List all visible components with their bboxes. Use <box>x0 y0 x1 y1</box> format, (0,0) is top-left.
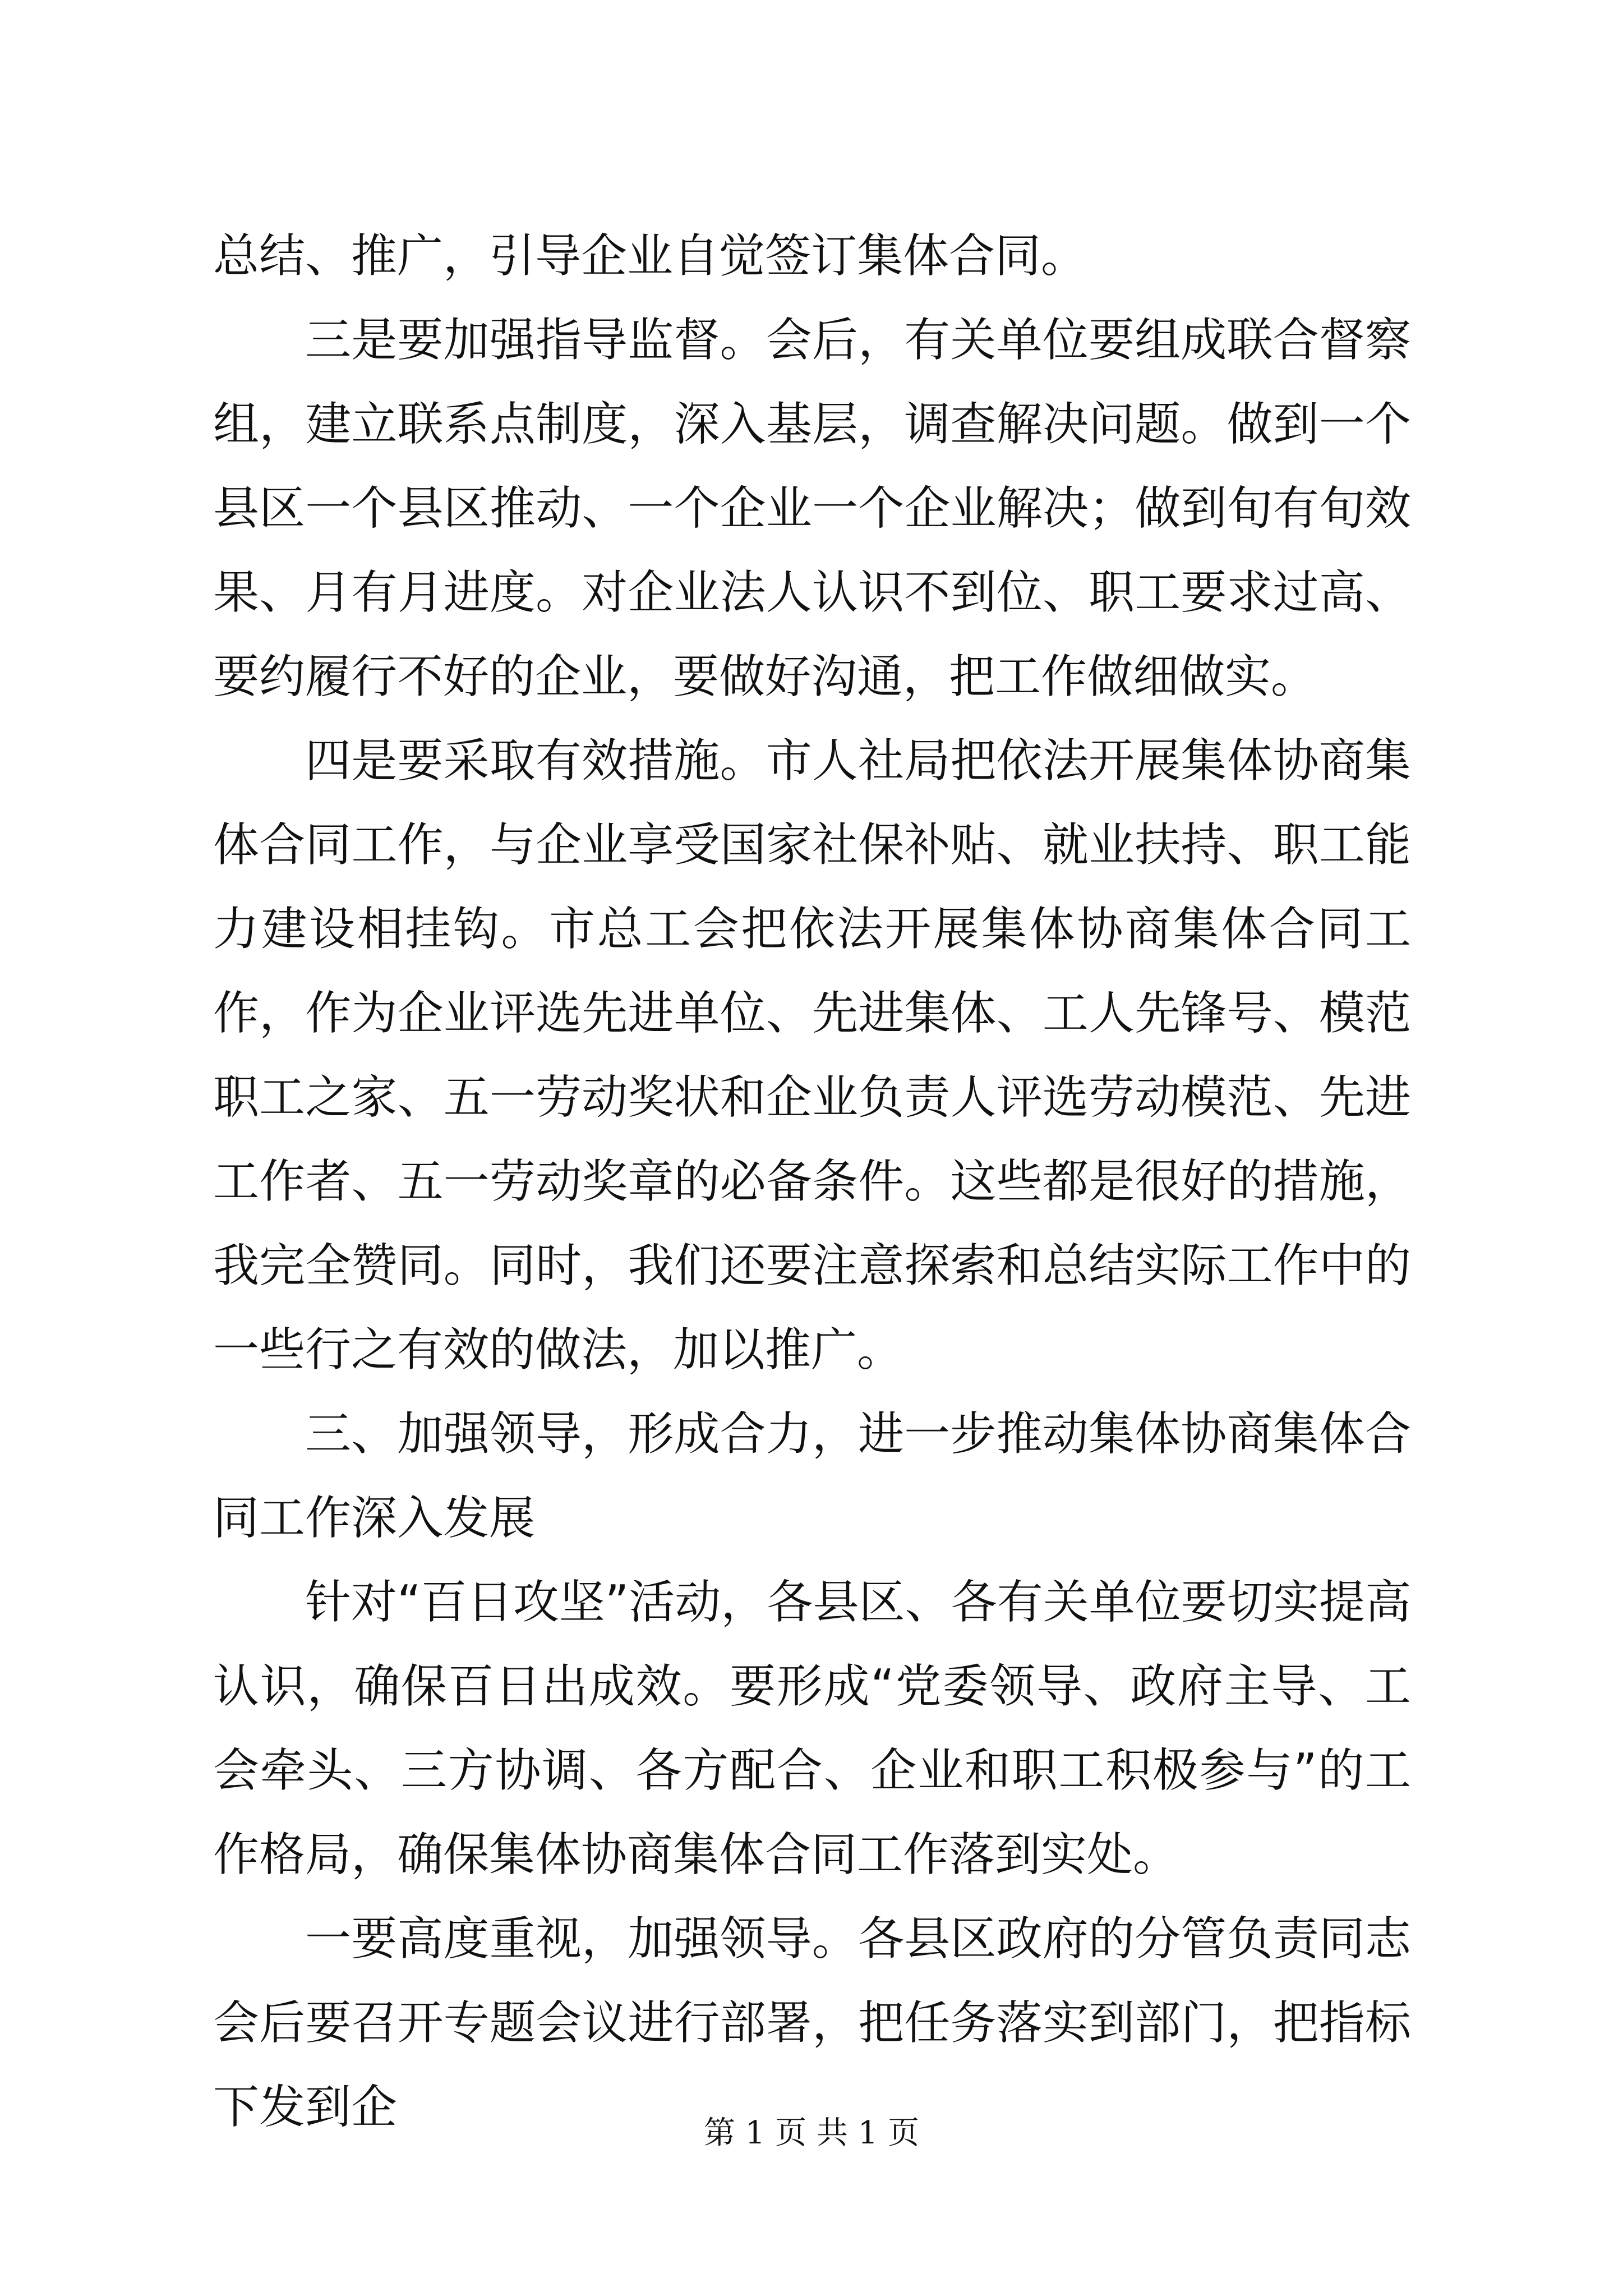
paragraph-3: 四是要采取有效措施。市人社局把依法开展集体协商集体合同工作，与企业享受国家社保补贴、就业扶持、职工能力建设相挂钩。市总工会把依法开展集体协商集体合同工作，作为企业评选先进单位、先进集体、工人先锋号、模范职工之家、五一劳动奖状和企业负责人评选劳动模范、先进工作者、五一劳动奖章的必备条件。这些都是很好的措施，我完全赞同。同时，我们还要注意探索和总结实际工作中的一些行之有效的做法，加以推广。 <box>213 734 1411 1377</box>
paragraph-5: 一要高度重视，加强领导。各县区政府的分管负责同志会后要召开专题会议进行部署，把任务落实到部门，把指标下发到企 <box>213 1912 1411 2134</box>
section-heading: 三、加强领导，形成合力，进一步推动集体协商集体合同工作深入发展 <box>213 1407 1411 1545</box>
page-footer: 第 1 页 共 1 页 <box>703 2115 920 2151</box>
paragraph-1: 总结、推广，引导企业自觉签订集体合同。 <box>213 229 1087 283</box>
paragraph-2: 三是要加强指导监督。会后，有关单位要组成联合督察组，建立联系点制度，深入基层，调查解决问题。做到一个县区一个县区推动、一个企业一个企业解决；做到旬有旬效果、月有月进度。对企业法人认识不到位、职工要求过高、要约履行不好的企业，要做好沟通，把工作做细做实。 <box>213 314 1411 703</box>
paragraph-4: 针对“百日攻坚”活动，各县区、各有关单位要切实提高认识，确保百日出成效。要形成“党委领导、政府主导、工会牵头、三方协调、各方配合、企业和职工积极参与”的工作格局，确保集体协商集体合同工作落到实处。 <box>213 1576 1411 1881</box>
document-body <box>213 214 1411 2150</box>
